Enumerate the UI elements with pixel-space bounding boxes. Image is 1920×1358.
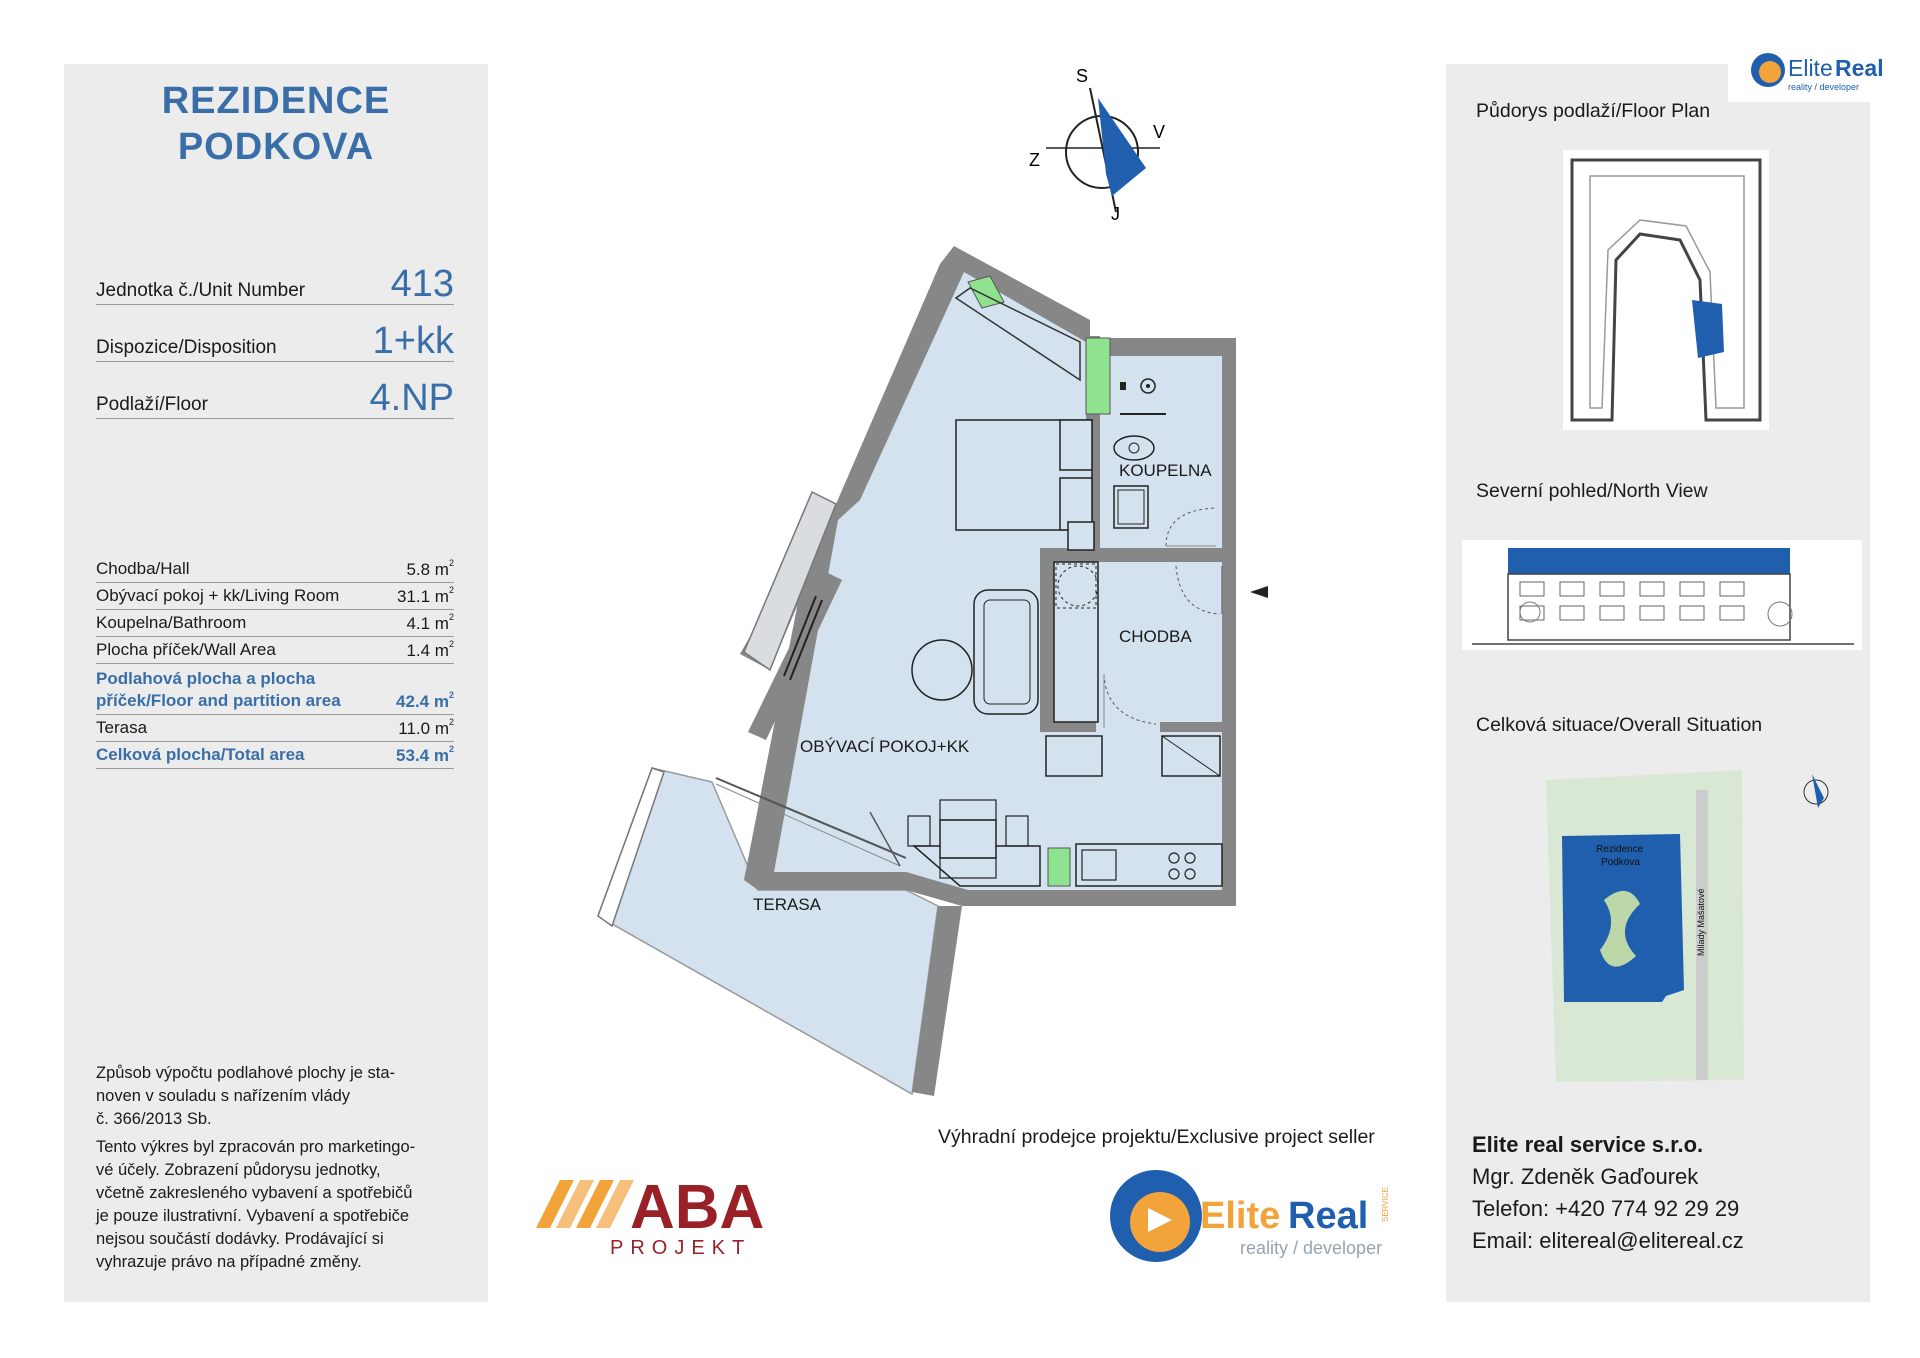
- area-label-line2: příček/Floor and partition area: [96, 691, 341, 710]
- svg-text:Real: Real: [1835, 55, 1884, 81]
- area-label: Celková plocha/Total area: [96, 745, 305, 764]
- partition-hall-left: [1040, 548, 1054, 728]
- area-value: 53.4 $m^2$: [396, 744, 454, 765]
- unit-number-value: 413: [390, 263, 454, 305]
- calculation-note: Způsob výpočtu podlahové plochy je sta- noven v souladu s nařízením vlády č. 366/2013 Sb.: [96, 1064, 396, 1128]
- area-label: Obývací pokoj + kk/Living Room: [96, 586, 340, 605]
- svg-text:reality / developer: reality / developer: [1788, 82, 1860, 92]
- floor-value: 4.NP: [369, 377, 454, 419]
- green-shaft-3: [1048, 848, 1070, 886]
- room-label-terrace: TERASA: [753, 895, 822, 914]
- room-label-bathroom: KOUPELNA: [1119, 461, 1212, 480]
- elite-real-logo-main: [1110, 1170, 1390, 1262]
- compass-north: S: [1076, 66, 1089, 86]
- svg-text:reality / developer: reality / developer: [1240, 1238, 1383, 1258]
- coffee-table: [912, 640, 972, 700]
- floor-plan-heading: Půdorys podlaží/Floor Plan: [1476, 100, 1711, 122]
- svg-text:Real: Real: [1288, 1195, 1369, 1237]
- area-value: 1.4 $m^2$: [406, 639, 454, 660]
- project-title-line1: REZIDENCE: [161, 80, 391, 122]
- elite-real-logo-top: [1728, 40, 1904, 102]
- svg-text:PROJEKT: PROJEKT: [610, 1237, 752, 1259]
- compass-south: J: [1111, 204, 1120, 224]
- entrance-arrow: [1250, 586, 1268, 598]
- contact-email[interactable]: Email: elitereal@elitereal.cz: [1472, 1228, 1744, 1253]
- green-shaft-2: [1086, 338, 1110, 414]
- compass-east: V: [1153, 122, 1166, 142]
- svg-text:Elite: Elite: [1200, 1195, 1281, 1237]
- dining-table: [940, 820, 996, 858]
- disclaimer-note: Tento výkres byl zpracován pro marketingo- vé účely. Zobrazení půdorysu jednotky, včetně zakresleného vybavení a spotřebičů je pouze ilustrativní. Vybavení a spotřebiče nejsou součástí dodávky. Prodávající si vyhrazuje právo na případné změny.: [96, 1138, 416, 1271]
- north-view-heading: Severní pohled/North View: [1476, 480, 1708, 502]
- area-value: 31.1 $m^2$: [397, 585, 454, 606]
- compass-west: Z: [1029, 150, 1040, 170]
- area-value: 4.1 $m^2$: [406, 612, 454, 633]
- area-value: 11.0 $m^2$: [398, 717, 454, 738]
- unit-number-label: Jednotka č./Unit Number: [96, 280, 306, 301]
- contact-phone[interactable]: Telefon: +420 774 92 29 29: [1472, 1196, 1740, 1221]
- disposition-label: Dispozice/Disposition: [96, 337, 277, 358]
- area-label: Terasa: [96, 718, 148, 737]
- area-label: Chodba/Hall: [96, 559, 190, 578]
- north-view-thumbnail: [1462, 540, 1862, 650]
- contact-person: Mgr. Zdeněk Gaďourek: [1472, 1164, 1699, 1189]
- disposition-value: 1+kk: [372, 320, 454, 362]
- area-label: Plocha příček/Wall Area: [96, 640, 276, 659]
- svg-text:Rezidence: Rezidence: [1596, 844, 1644, 855]
- aba-projekt-logo: [536, 1173, 764, 1259]
- svg-text:SERVICE: SERVICE: [1381, 1187, 1390, 1222]
- area-value: 42.4 $m^2$: [396, 690, 454, 711]
- area-value: 5.8 $m^2$: [406, 558, 454, 579]
- svg-text:Milady Mašatové: Milady Mašatové: [1696, 888, 1706, 956]
- compass-rose: [1029, 66, 1165, 224]
- room-label-living: OBÝVACÍ POKOJ+KK: [800, 737, 970, 756]
- area-label-line1: Podlahová plocha a plocha: [96, 669, 316, 688]
- area-label: Koupelna/Bathroom: [96, 613, 247, 632]
- exclusive-seller-label: Výhradní prodejce projektu/Exclusive project seller: [938, 1126, 1375, 1148]
- svg-text:Elite: Elite: [1788, 55, 1833, 81]
- floor-plan-thumbnail: [1563, 150, 1769, 430]
- project-title-line2: PODKOVA: [177, 126, 375, 168]
- svg-text:ABA: ABA: [630, 1173, 765, 1242]
- situation-heading: Celková situace/Overall Situation: [1476, 714, 1763, 736]
- svg-text:Podkova: Podkova: [1601, 857, 1640, 868]
- partition-hall-bottom: [1040, 722, 1096, 732]
- situation-thumbnail: [1546, 770, 1828, 1082]
- company-name: Elite real service s.r.o.: [1472, 1132, 1704, 1157]
- floor-label: Podlaží/Floor: [96, 394, 208, 415]
- room-label-hall: CHODBA: [1119, 627, 1192, 646]
